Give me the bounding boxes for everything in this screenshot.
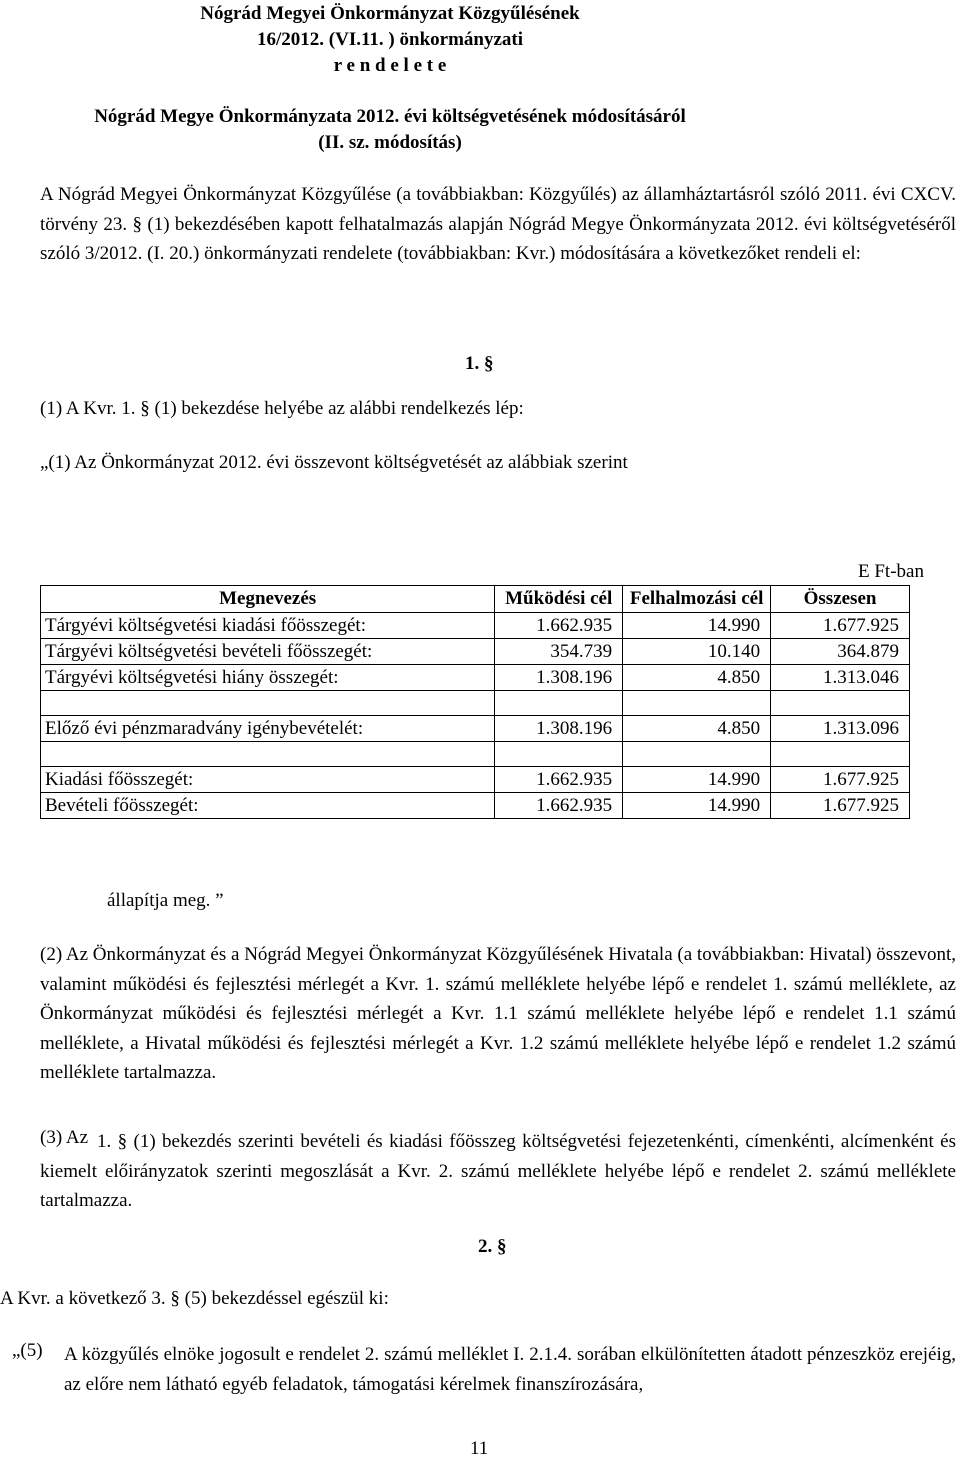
preamble: A Nógrád Megyei Önkormányzat Közgyűlése (a továbbiakban: Közgyűlés) az államháztartásról szóló 2011. évi CXCV. törvény 23. § (1) bekezdésében kapott felhatalmazás alapján Nógrád Megye Önkormányzata 2012. évi költségvetéséről szóló 3/2012. (I. 20.) önkormányzati rendelete (továbbiakban: Kvr.) módosítására a következőket rendeli el: [40,184,956,264]
empty-cell [495,742,623,767]
section-1-heading: 1. § [465,353,494,374]
table-row [41,793,910,819]
row-label: Tárgyévi költségvetési bevételi főösszegét: [41,639,495,665]
empty-cell [771,691,910,716]
table-row [41,639,910,665]
cell-mukodesi: 354.739 [495,639,623,665]
table-row [41,665,910,691]
table-row [41,613,910,639]
cell-osszesen: 364.879 [771,639,910,665]
cell-felhalmozasi: 4.850 [623,665,771,691]
cell-mukodesi: 1.662.935 [495,767,623,793]
cell-felhalmozasi: 14.990 [623,767,771,793]
cell-osszesen: 1.677.925 [771,613,910,639]
table-empty-row [41,742,910,767]
empty-cell [623,691,771,716]
cell-osszesen: 1.313.096 [771,716,910,742]
cell-mukodesi: 1.308.196 [495,716,623,742]
empty-cell [623,742,771,767]
header-line-3: r e n d e l e t e [333,55,447,76]
title-line-1: Nógrád Megye Önkormányzata 2012. évi költségvetésének módosításáról [94,106,686,127]
section-1-quote: „(1) Az Önkormányzat 2012. évi összevont költségvetését az alábbiak szerint [40,452,628,473]
unit-label: E Ft-ban [858,561,924,582]
section-2-quote-label: „(5) [12,1340,43,1361]
table-row [41,767,910,793]
section-2-quote: A közgyűlés elnöke jogosult e rendelet 2. számú melléklet I. 2.1.4. sorában elkülönítetten átadott pénzeszköz erejéig, az előre nem látható egyéb feladatok, támogatási kérelmek finanszírozására, [64,1344,956,1395]
row-label: Tárgyévi költségvetési hiány összegét: [41,665,495,691]
header-osszesen: Összesen [771,586,910,613]
cell-osszesen: 1.677.925 [771,767,910,793]
paragraph-3: 1. § (1) bekezdés szerinti bevételi és kiadási főösszeg költségvetési fejezetenkénti, címenkénti, alcímenként és kiemelt előirányzatok szerinti megoszlását a Kvr. 2. számú melléklete helyébe lépő e rendelet 2. számú melléklete tartalmazza. [40,1131,956,1211]
row-label: Tárgyévi költségvetési kiadási főösszegét: [41,613,495,639]
header-felhalmozasi: Felhalmozási cél [623,586,771,613]
paragraph-2: (2) Az Önkormányzat és a Nógrád Megyei Önkormányzat Közgyűlésének Hivatala (a továbbiakban: Hivatal) összevont, valamint működési és fejlesztési mérlegét a Kvr. 1. számú melléklete helyébe lépő e rendelet 1. számú melléklete, az Önkormányzat működési és fejlesztési mérlegét a Kvr. 1.1 számú melléklete helyébe lépő e rendelet 1.1 számú melléklete, a Hivatal működési és fejlesztési mérlegét a Kvr. 1.2 számú melléklete helyébe lépő e rendelet 1.2 számú melléklete tartalmazza. [40,944,956,1083]
header-line-1: Nógrád Megyei Önkormányzat Közgyűlésének [200,3,580,24]
cell-mukodesi: 1.308.196 [495,665,623,691]
header-line-2: 16/2012. (VI.11. ) önkormányzati [257,29,523,50]
section-2-intro: A Kvr. a következő 3. § (5) bekezdéssel egészül ki: [0,1288,389,1309]
cell-felhalmozasi: 10.140 [623,639,771,665]
section-2-heading: 2. § [478,1236,507,1257]
table-empty-row [41,691,910,716]
paragraph-3-label: (3) Az [40,1127,89,1148]
table-closing: állapítja meg. ” [107,890,224,911]
budget-table [40,585,910,819]
cell-osszesen: 1.677.925 [771,793,910,819]
empty-cell [771,742,910,767]
cell-felhalmozasi: 4.850 [623,716,771,742]
header-megnevezes: Megnevezés [41,586,495,613]
row-label: Előző évi pénzmaradvány igénybevételét: [41,716,495,742]
header-mukodesi: Működési cél [495,586,623,613]
cell-felhalmozasi: 14.990 [623,793,771,819]
page-number: 11 [470,1438,489,1459]
empty-cell [41,691,495,716]
table-row [41,716,910,742]
row-label: Bevételi főösszegét: [41,793,495,819]
empty-cell [41,742,495,767]
section-1-intro: (1) A Kvr. 1. § (1) bekezdése helyébe az alábbi rendelkezés lép: [40,398,524,419]
cell-mukodesi: 1.662.935 [495,793,623,819]
cell-osszesen: 1.313.046 [771,665,910,691]
cell-mukodesi: 1.662.935 [495,613,623,639]
cell-felhalmozasi: 14.990 [623,613,771,639]
empty-cell [495,691,623,716]
table-header-row [41,586,910,613]
title-line-2: (II. sz. módosítás) [318,132,462,153]
row-label: Kiadási főösszegét: [41,767,495,793]
